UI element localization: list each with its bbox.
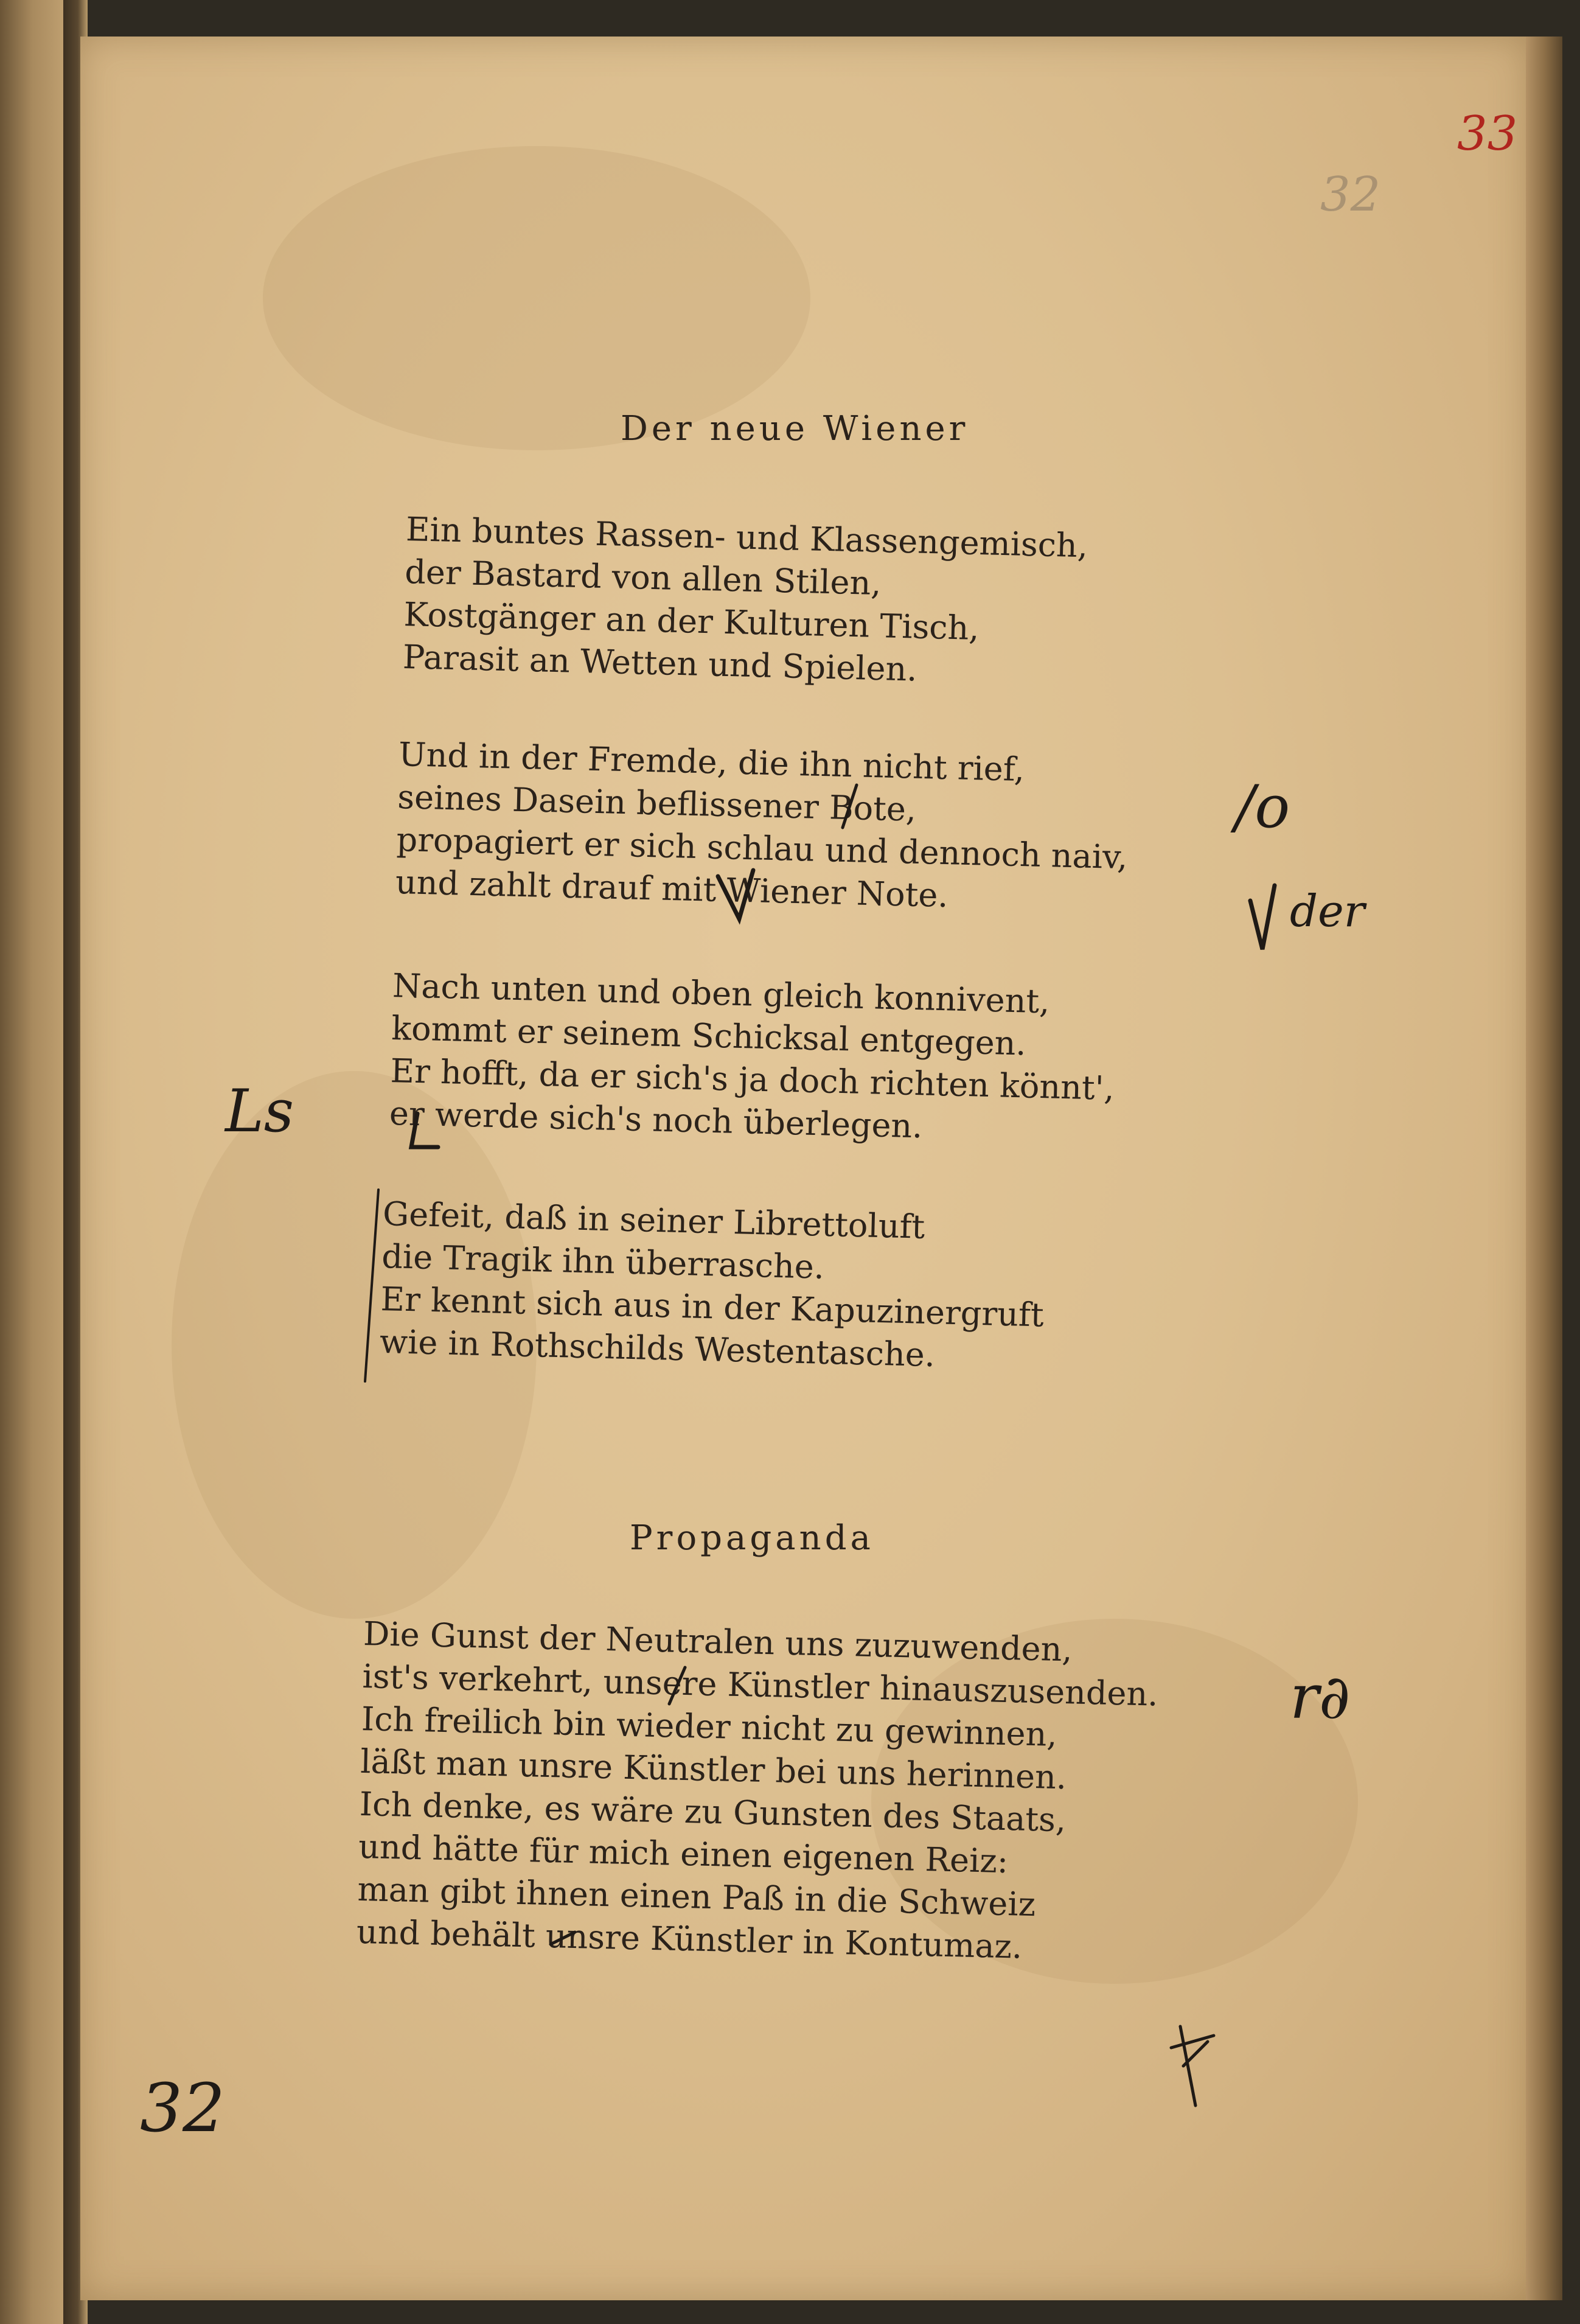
verse-line: kommt er seinem Schicksal entgegen. [391,1008,1027,1063]
folio-number-faint: 32 [1320,167,1381,222]
margin-note-tr: r∂ [1290,1661,1351,1733]
margin-note-der: der [1290,885,1365,937]
verse-line: der Bastard von allen Stilen, [404,552,882,603]
verse-line: Ich freilich bin wieder nicht zu gewinnen, [361,1699,1058,1754]
verse-line: Ich denke, es wäre zu Gunsten des Staats, [359,1784,1067,1840]
verse-line: und hätte für mich einen eigenen Reiz: [358,1827,1009,1881]
verse-line: Gefeit, daß in seiner Librettoluft [382,1194,925,1246]
verse-line: Kostgänger an der Kulturen Tisch, [403,595,980,648]
verse-line: Ein buntes Rassen- und Klassengemisch, [405,509,1088,565]
verse-line: er werde sich's noch überlegen. [389,1094,924,1146]
verse-line: Parasit an Wetten und Spielen. [402,637,918,689]
verse-line: Nach unten und oben gleich konnivent, [392,966,1051,1021]
verse-line: Er kennt sich aus in der Kapuzinergruft [380,1279,1045,1335]
verse-line: man gibt ihnen einen Paß in die Schweiz [357,1869,1036,1924]
paper-stain [263,146,810,450]
facing-page-edge [0,0,72,2324]
verse-line: seines Dasein beflissener Bote, [397,777,917,829]
margin-note-10: /o [1235,773,1290,841]
verse-line: und behält unsre Künstler in Kontumaz. [356,1912,1023,1966]
verse-line: Er hofft, da er sich's ja doch richten könnt', [389,1051,1115,1108]
stanza-2 [395,733,1130,921]
verse-line: ist's verkehrt, unsere Künstler hinauszusenden. [361,1656,1159,1714]
verse-line: Die Gunst der Neutralen uns zuzuwenden, [363,1614,1073,1669]
folio-number-red: 33 [1457,106,1518,161]
page-note-bottom-left: 32 [140,2069,225,2147]
stanza-3 [389,965,1117,1153]
poem-title-propaganda: Propaganda [630,1518,874,1558]
verse-line: wie in Rothschilds Westentasche. [379,1322,936,1375]
stanza-1 [402,508,1088,695]
stanza-4 [379,1193,1046,1380]
verse-line: die Tragik ihn überrasche. [381,1237,825,1286]
page-right-edge [1526,37,1562,2300]
margin-note-ls: Ls [225,1077,294,1145]
verse-line: und zahlt drauf mit Wiener Note. [395,862,949,915]
poem-title-der-neue-wiener: Der neue Wiener [621,409,969,448]
stanza-propaganda [356,1613,1160,1972]
verse-line: läßt man unsre Künstler bei uns herinnen. [360,1742,1067,1797]
verse-line: propagiert er sich schlau und dennoch naiv, [395,820,1129,877]
verse-line: Und in der Fremde, die ihn nicht rief, [398,735,1025,789]
